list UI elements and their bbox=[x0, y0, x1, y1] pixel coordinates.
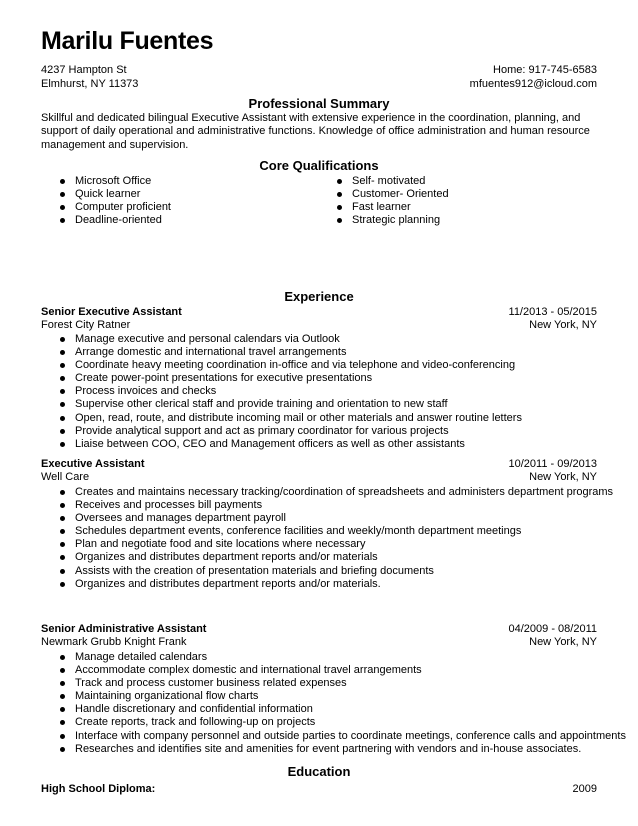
bullet-icon bbox=[337, 205, 342, 210]
job-duties-list bbox=[60, 333, 522, 451]
email-address: mfuentes912@icloud.com bbox=[469, 78, 597, 90]
bullet-icon bbox=[60, 529, 65, 534]
candidate-name: Marilu Fuentes bbox=[41, 27, 214, 55]
duty-item: Process invoices and checks bbox=[60, 385, 522, 398]
bullet-icon bbox=[60, 389, 65, 394]
bullet-icon bbox=[60, 350, 65, 355]
duty-item: Manage detailed calendars bbox=[60, 651, 626, 664]
bullet-icon bbox=[60, 429, 65, 434]
job-dates: 04/2009 - 08/2011 bbox=[508, 623, 597, 635]
job-duties-list bbox=[60, 486, 613, 591]
education-heading: Education bbox=[287, 764, 351, 779]
bullet-icon bbox=[60, 681, 65, 686]
qualifications-left-list bbox=[60, 175, 171, 227]
duty-item: Create power-point presentations for executive presentations bbox=[60, 372, 522, 385]
bullet-icon bbox=[60, 402, 65, 407]
graduation-year: 2009 bbox=[572, 783, 597, 795]
qualifications-heading: Core Qualifications bbox=[259, 158, 379, 173]
bullet-icon bbox=[60, 516, 65, 521]
bullet-icon bbox=[337, 179, 342, 184]
qualification-item: Quick learner bbox=[60, 188, 171, 201]
job-company-row bbox=[41, 470, 597, 484]
duty-item: Coordinate heavy meeting coordination in-office and via telephone and video-conferencing bbox=[60, 359, 522, 372]
duty-item: Receives and processes bill payments bbox=[60, 499, 613, 512]
duty-item: Accommodate complex domestic and international travel arrangements bbox=[60, 664, 626, 677]
bullet-icon bbox=[60, 747, 65, 752]
qualification-item: Strategic planning bbox=[337, 214, 449, 227]
duty-item: Interface with company personnel and outside parties to coordinate meetings, conference calls and appointments bbox=[60, 730, 626, 743]
job-dates: 11/2013 - 05/2015 bbox=[508, 306, 597, 318]
duty-item: Maintaining organizational flow charts bbox=[60, 690, 626, 703]
contact-row-2 bbox=[41, 77, 597, 91]
bullet-icon bbox=[60, 376, 65, 381]
duty-item: Supervise other clerical staff and provide training and orientation to new staff bbox=[60, 398, 522, 411]
duty-item: Plan and negotiate food and site locations where necessary bbox=[60, 538, 613, 551]
bullet-icon bbox=[60, 542, 65, 547]
address-line-2: Elmhurst, NY 11373 bbox=[41, 78, 139, 90]
bullet-icon bbox=[60, 694, 65, 699]
summary-text: Skillful and dedicated bilingual Executive Assistant with extensive experience in the coordination, planning, and support of daily operational and administrative functions. Knowledge of office administration and human resource management and supervision. bbox=[41, 112, 590, 151]
qualification-item: Self- motivated bbox=[337, 175, 449, 188]
duty-item: Track and process customer business related expenses bbox=[60, 677, 626, 690]
qualification-item: Customer- Oriented bbox=[337, 188, 449, 201]
bullet-icon bbox=[60, 490, 65, 495]
job-company-row bbox=[41, 318, 597, 332]
qualification-item: Microsoft Office bbox=[60, 175, 171, 188]
duty-item: Oversees and manages department payroll bbox=[60, 512, 613, 525]
bullet-icon bbox=[60, 734, 65, 739]
duty-item: Organizes and distributes department reports and/or materials bbox=[60, 551, 613, 564]
duty-item: Researches and identifies site and amenities for event partnering with vendors and in-house associates. bbox=[60, 743, 626, 756]
address-line-1: 4237 Hampton St bbox=[41, 64, 127, 76]
company-name: Newmark Grubb Knight Frank bbox=[41, 636, 187, 648]
job-duties-list bbox=[60, 651, 626, 756]
duty-item: Organizes and distributes department reports and/or materials. bbox=[60, 578, 613, 591]
bullet-icon bbox=[60, 582, 65, 587]
qualification-item: Deadline-oriented bbox=[60, 214, 171, 227]
bullet-icon bbox=[60, 720, 65, 725]
duty-item: Arrange domestic and international travel arrangements bbox=[60, 346, 522, 359]
bullet-icon bbox=[60, 707, 65, 712]
job-location: New York, NY bbox=[529, 319, 597, 331]
bullet-icon bbox=[60, 205, 65, 210]
education-row bbox=[41, 782, 597, 796]
job-header bbox=[41, 622, 597, 636]
job-title: Senior Administrative Assistant bbox=[41, 623, 207, 635]
company-name: Forest City Ratner bbox=[41, 319, 131, 331]
duty-item: Schedules department events, conference facilities and weekly/month department meetings bbox=[60, 525, 613, 538]
job-company-row bbox=[41, 635, 597, 649]
home-phone: Home: 917-745-6583 bbox=[493, 64, 597, 76]
job-header bbox=[41, 305, 597, 319]
summary-heading: Professional Summary bbox=[248, 96, 390, 111]
bullet-icon bbox=[337, 218, 342, 223]
job-title: Senior Executive Assistant bbox=[41, 306, 182, 318]
experience-heading: Experience bbox=[284, 289, 354, 304]
bullet-icon bbox=[60, 179, 65, 184]
duty-item: Assists with the creation of presentation materials and briefing documents bbox=[60, 565, 613, 578]
bullet-icon bbox=[337, 192, 342, 197]
duty-item: Create reports, track and following-up on projects bbox=[60, 716, 626, 729]
contact-row-1 bbox=[41, 63, 597, 77]
bullet-icon bbox=[60, 569, 65, 574]
job-location: New York, NY bbox=[529, 636, 597, 648]
duty-item: Manage executive and personal calendars via Outlook bbox=[60, 333, 522, 346]
bullet-icon bbox=[60, 503, 65, 508]
bullet-icon bbox=[60, 363, 65, 368]
job-header bbox=[41, 457, 597, 471]
bullet-icon bbox=[60, 416, 65, 421]
duty-item: Creates and maintains necessary tracking/coordination of spreadsheets and administers department programs bbox=[60, 486, 613, 499]
bullet-icon bbox=[60, 192, 65, 197]
bullet-icon bbox=[60, 337, 65, 342]
company-name: Well Care bbox=[41, 471, 90, 483]
qualification-item: Computer proficient bbox=[60, 201, 171, 214]
job-title: Executive Assistant bbox=[41, 458, 145, 470]
duty-item: Open, read, route, and distribute incoming mail or other materials and answer routine letters bbox=[60, 412, 522, 425]
bullet-icon bbox=[60, 655, 65, 660]
qualification-item: Fast learner bbox=[337, 201, 449, 214]
bullet-icon bbox=[60, 668, 65, 673]
job-dates: 10/2011 - 09/2013 bbox=[508, 458, 597, 470]
degree-name: High School Diploma: bbox=[41, 783, 156, 795]
duty-item: Provide analytical support and act as primary coordinator for various projects bbox=[60, 425, 522, 438]
duty-item: Liaise between COO, CEO and Management officers as well as other assistants bbox=[60, 438, 522, 451]
bullet-icon bbox=[60, 218, 65, 223]
job-location: New York, NY bbox=[529, 471, 597, 483]
qualifications-right-list bbox=[337, 175, 449, 227]
bullet-icon bbox=[60, 442, 65, 447]
duty-item: Handle discretionary and confidential information bbox=[60, 703, 626, 716]
bullet-icon bbox=[60, 555, 65, 560]
